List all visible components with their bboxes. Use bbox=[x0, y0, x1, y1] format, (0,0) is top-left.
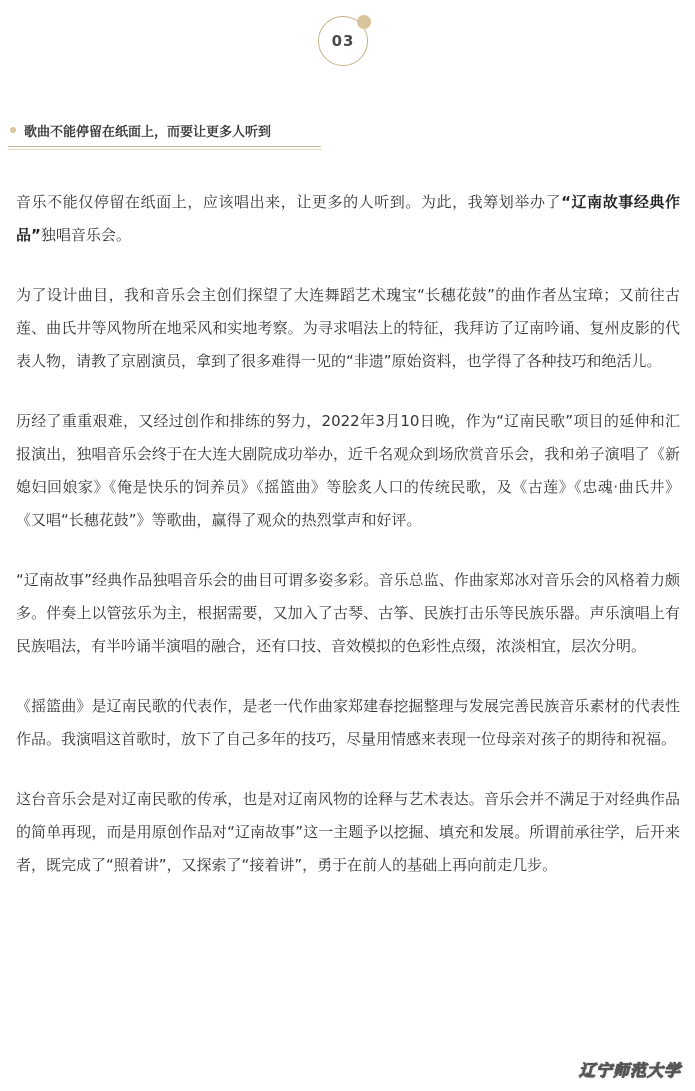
section-heading-row bbox=[8, 118, 321, 142]
watermark-logo: 辽宁师范大学 bbox=[578, 1061, 681, 1080]
paragraph-5: 《摇篮曲》是辽南民歌的代表作，是老一代作曲家郑建春挖掘整理与发展完善民族音乐素材的代表性作品。我演唱这首歌时，放下了自己多年的技巧，尽量用情感来表现一位母亲对孩子的期待和祝福。 bbox=[16, 697, 680, 748]
paragraph-2: 为了设计曲目，我和音乐会主创们探望了大连舞蹈艺术瑰宝“长穗花鼓”的曲作者丛宝璋；又前往古莲、曲氏井等风物所在地采风和实地考察。为寻求唱法上的特征，我拜访了辽南吟诵、复州皮影的代表人物，请教了京剧演员，拿到了很多难得一见的“非遗”原始资料，也学得了各种技巧和绝活儿。 bbox=[16, 286, 680, 370]
section-heading-block bbox=[8, 118, 321, 150]
section-number-badge bbox=[318, 16, 374, 72]
heading-underline bbox=[8, 146, 321, 147]
badge-dot-decoration bbox=[357, 15, 371, 29]
paragraph-text: 音乐不能仅停留在纸面上，应该唱出来，让更多的人听到。为此，我筹划举办了 bbox=[16, 193, 562, 211]
article-body bbox=[16, 186, 680, 882]
paragraph-1 bbox=[16, 186, 680, 252]
paragraph-6: 这台音乐会是对辽南民歌的传承，也是对辽南风物的诠释与艺术表达。音乐会并不满足于对经典作品的简单再现，而是用原创作品对“辽南故事”这一主题予以挖掘、填充和发展。所谓前承往学，后开来者，既完成了“照着讲”，又探索了“接着讲”，勇于在前人的基础上再向前走几步。 bbox=[16, 790, 680, 874]
heading-underline-secondary bbox=[8, 149, 321, 150]
paragraph-bold-text: “辽南故事经典作品” bbox=[16, 193, 680, 244]
bullet-dot-icon bbox=[10, 127, 16, 133]
paragraph-text: 独唱音乐会。 bbox=[40, 226, 131, 244]
paragraph-4: “辽南故事”经典作品独唱音乐会的曲目可谓多姿多彩。音乐总监、作曲家郑冰对音乐会的风格着力颇多。伴奏上以管弦乐为主，根据需要，又加入了古琴、古筝、民族打击乐等民族乐器。声乐演唱上有民族唱法，有半吟诵半演唱的融合，还有口技、音效模拟的色彩性点缀，浓淡相宜，层次分明。 bbox=[16, 571, 680, 655]
section-heading: 歌曲不能停留在纸面上，而要让更多人听到 bbox=[24, 124, 272, 140]
section-number: 03 bbox=[318, 16, 368, 66]
paragraph-3: 历经了重重艰难，又经过创作和排练的努力，2022年3月10日晚，作为“辽南民歌”项目的延伸和汇报演出，独唱音乐会终于在大连大剧院成功举办，近千名观众到场欣赏音乐会，我和弟子演唱了《新媳妇回娘家》《俺是快乐的饲养员》《摇篮曲》等脍炙人口的传统民歌，及《古莲》《忠魂·曲氏井》《又唱“长穗花鼓”》等歌曲，赢得了观众的热烈掌声和好评。 bbox=[16, 412, 680, 529]
